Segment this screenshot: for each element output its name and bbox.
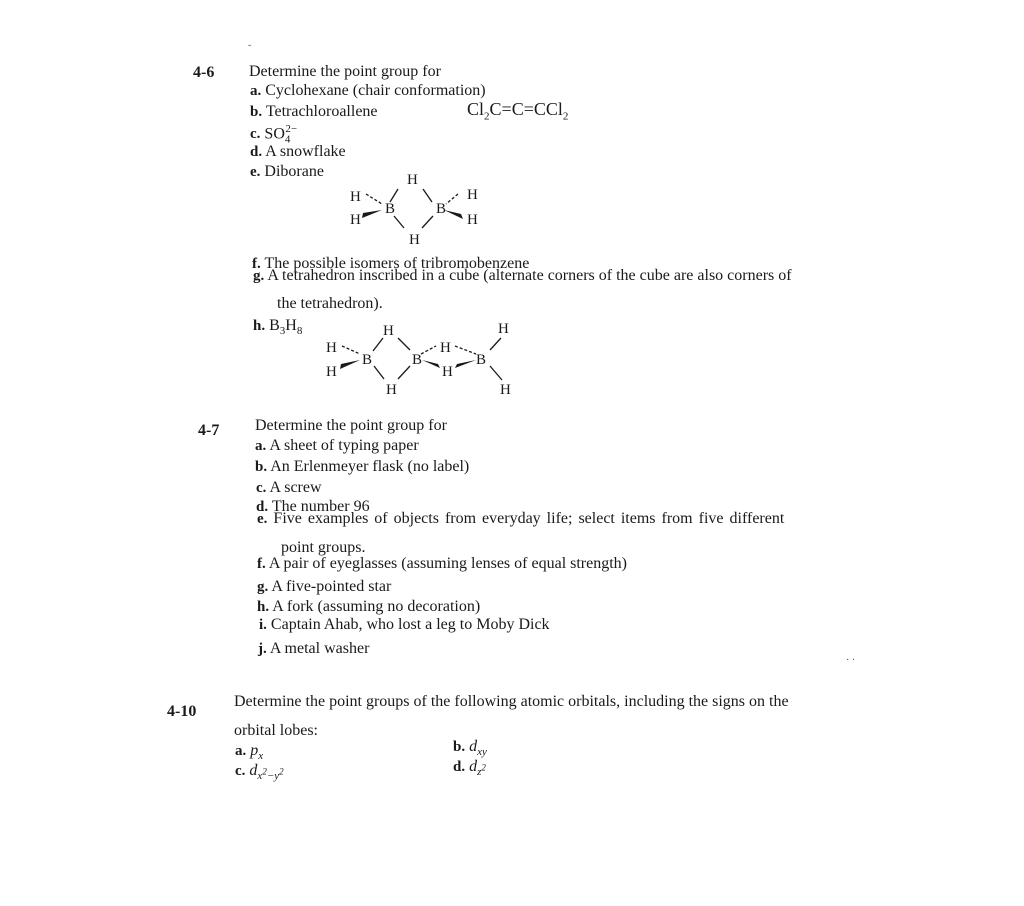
b3h8-structure [318, 316, 538, 398]
item-4-7-b: b. An Erlenmeyer flask (no label) [255, 458, 470, 475]
allene-second-eq: = [523, 99, 534, 119]
problem-4-10-intro-cont: orbital lobes: [234, 722, 318, 739]
item-4-10-b: b. $d_{xy}$ [453, 738, 487, 759]
atom-H: H [350, 212, 361, 228]
atom-H: H [440, 340, 451, 356]
item-4-6-e: e. Diborane [250, 163, 324, 180]
wedge-bond [422, 360, 440, 368]
wedge-bond [444, 210, 463, 219]
item-4-10-c: c. $d_{x^2-y^2}$ [235, 762, 284, 783]
item-4-6-a: a. Cyclohexane (chair conformation) [250, 82, 486, 99]
problem-number-4-6: 4-6 [193, 64, 215, 81]
scan-speck: ˘ [248, 44, 252, 55]
atom-H: H [498, 321, 509, 337]
item-4-6-h: h. $B_3H_8$ [253, 317, 303, 338]
atom-B: B [385, 201, 396, 217]
atom-H: H [500, 382, 511, 398]
atom-H: H [350, 189, 361, 205]
item-4-6-g: g. A tetrahedron inscribed in a cube (alternate corners of the cube are also corners of [253, 267, 792, 284]
atom-H: H [442, 364, 453, 380]
item-4-7-e: e. Five examples of objects from everyday life; select items from five different [257, 510, 785, 527]
item-4-7-g: g. A five-pointed star [257, 578, 392, 595]
scan-speck: · · [846, 655, 856, 666]
atom-H: H [467, 212, 478, 228]
problem-4-10-intro: Determine the point groups of the following atomic orbitals, including the signs on the [234, 693, 789, 710]
item-4-10-d: d. $d_{z^2}$ [453, 758, 486, 779]
wedge-bond [340, 360, 360, 369]
item-4-7-c: c. A screw [256, 479, 322, 496]
item-4-7-f: f. A pair of eyeglasses (assuming lenses of equal strength) [257, 555, 628, 572]
item-4-6-c: c. $SO_4^{2-}$ [250, 123, 298, 146]
item-4-7-a: a. A sheet of typing paper [255, 437, 419, 454]
atom-H: H [326, 364, 337, 380]
diborane-structure [336, 166, 516, 250]
allene-formula: $Cl_2C=C=CCl_2$ [467, 99, 569, 123]
item-4-7-h: h. A fork (assuming no decoration) [257, 598, 481, 615]
item-4-7-j: j. A metal washer [258, 640, 370, 657]
item-4-6-g-cont: the tetrahedron). [277, 295, 383, 312]
atom-H: H [386, 382, 397, 398]
atom-B: B [436, 201, 447, 217]
problem-number-4-7: 4-7 [198, 422, 220, 439]
item-4-10-a: a. $p_x$ [235, 742, 264, 763]
atom-H: H [407, 172, 418, 188]
item-4-7-e-cont: point groups. [281, 539, 366, 556]
item-4-6-b: b. Tetrachloroallene [250, 103, 378, 120]
atom-H: H [326, 340, 337, 356]
item-4-7-i: i. Captain Ahab, who lost a leg to Moby Dick [259, 616, 550, 633]
wedge-bond [455, 360, 476, 368]
atom-H: H [383, 323, 394, 339]
wedge-bond [362, 210, 382, 218]
problem-4-7-intro: Determine the point group for [255, 417, 447, 434]
problem-4-6-intro: Determine the point group for [249, 63, 441, 80]
item-4-7-d: d. The number 96 [256, 498, 370, 515]
atom-B: B [476, 352, 487, 368]
item-4-6-f: f. The possible isomers of tribromobenzene [252, 255, 530, 272]
atom-B: B [362, 352, 373, 368]
atom-H: H [409, 232, 420, 248]
problem-number-4-10: 4-10 [167, 703, 197, 720]
atom-H: H [467, 187, 478, 203]
item-4-6-d: d. A snowflake [250, 143, 346, 160]
atom-B: B [412, 352, 423, 368]
